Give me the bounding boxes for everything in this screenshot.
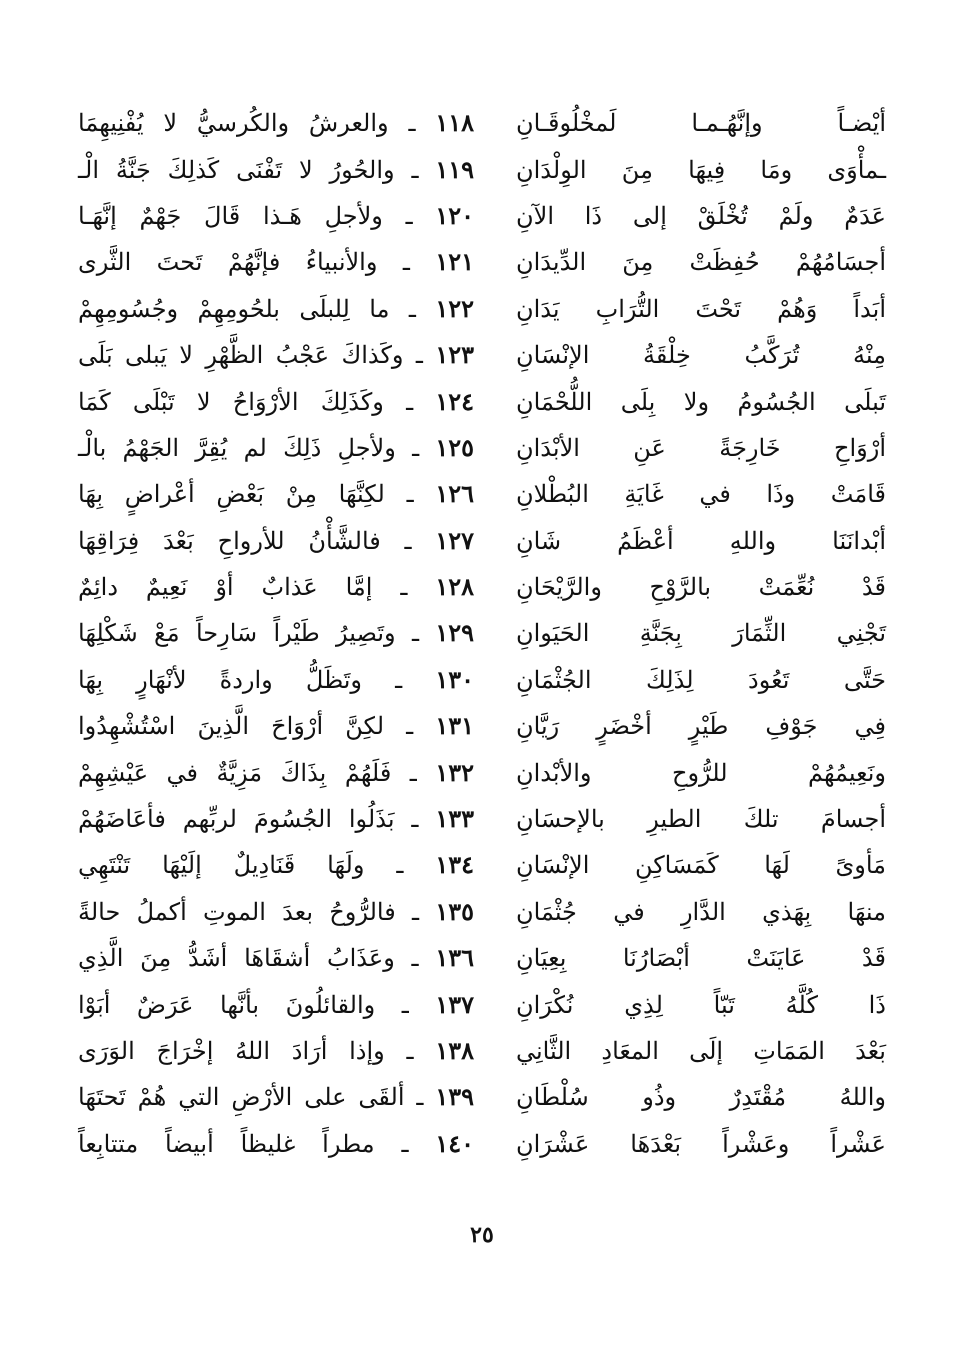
verse-second-hemistich: ونَعِيمُهُمْ للرُّوحِ والأبْدانِ <box>516 758 886 787</box>
verse-first-hemistich <box>78 108 474 138</box>
verse-number-separator: ـ <box>377 248 436 277</box>
verse-first-hemistich <box>78 386 474 416</box>
verse-first-hemistich <box>78 525 474 555</box>
verse-first-hemistich <box>78 200 474 230</box>
verse-number-separator: ـ <box>395 619 436 648</box>
verse-number: ١٢٥ <box>435 432 474 462</box>
verse-row <box>78 564 886 610</box>
verse-number-separator: ـ <box>391 758 436 787</box>
verse-first-text: فالرُّوحُ بعدَ الموتِ أكملُ حالةً <box>78 897 396 926</box>
verse-first-text: ولَهَا قَنَادِيلٌ إلَيْهَا تَنْتَهِي <box>78 851 365 880</box>
verse-first-hemistich <box>78 247 474 277</box>
verse-first-hemistich <box>78 850 475 880</box>
verse-row <box>78 1074 886 1120</box>
verse-first-hemistich <box>78 293 474 323</box>
verse-first-text: ولأجلِ هَـذا قَالَ جَهْمٌ إنَّهَـا <box>78 201 383 230</box>
verse-second-hemistich: قَدْ عَايَنَتْ أبْصَارُنَا بِعِيَانِ <box>516 944 886 973</box>
verse-first-text: وتَظَلُّ واردةً لأنْهَارٍ بِهَا <box>78 665 363 694</box>
verse-row <box>78 749 886 795</box>
verse-number: ١٣٦ <box>435 943 474 973</box>
verse-first-text: إمَّا عَذابٌ أوْ نَعِيمٌ دائِمٌ <box>78 573 373 602</box>
verse-number: ١٢٢ <box>435 293 474 323</box>
verse-row <box>78 981 886 1027</box>
verse-row <box>78 193 886 239</box>
verse-row <box>78 1121 886 1167</box>
verse-row <box>78 239 886 285</box>
verse-second-hemistich: مِنْهُ تُرَكَّبُ خِلْقَةُ الإنْسَانِ <box>516 341 886 370</box>
verse-number: ١١٩ <box>435 154 475 184</box>
verse-number-separator: ـ <box>389 294 436 323</box>
verse-first-text: مطراً غليظاً أبيضاً متتابِعاً <box>78 1129 375 1158</box>
verse-second-hemistich: قَدْ نُعِّمَتْ بالرَّوْحِ والرَّيْحَانِ <box>516 573 886 602</box>
verse-row <box>78 1028 886 1074</box>
verse-first-hemistich <box>78 896 474 926</box>
verse-number: ١٣٢ <box>435 757 474 787</box>
verse-number: ١٤٠ <box>435 1128 474 1158</box>
verse-first-hemistich <box>78 711 474 741</box>
verse-number-separator: ـ <box>395 433 436 462</box>
verse-row <box>78 657 886 703</box>
verse-second-hemistich: قَامَتْ وذَا في غَايَةِ البُطْلانِ <box>516 480 886 509</box>
verse-number-separator: ـ <box>372 573 436 602</box>
verse-row <box>78 286 886 332</box>
verse-number: ١٣٣ <box>435 804 474 834</box>
verse-number: ١٢٠ <box>435 200 474 230</box>
verse-number: ١٣٤ <box>435 850 475 880</box>
verse-second-hemistich: ذَا كُلَّهُ تَبّاً لِذِي نُكْرَانِ <box>516 990 886 1019</box>
verse-row <box>78 378 886 424</box>
verse-number-separator: ـ <box>375 990 436 1019</box>
verse-number-separator: ـ <box>395 897 436 926</box>
verse-first-text: والحُورُ لا تَفْنَى كَذلِكَ جَنَّةُ الْـ <box>78 155 395 184</box>
verse-number: ١٢١ <box>435 247 474 277</box>
verse-second-hemistich: أرْوَاحِ خَارِجَةً عَنِ الأبْدَانِ <box>516 433 886 462</box>
verse-first-hemistich <box>78 989 474 1019</box>
verse-second-hemistich: مَأوىً لَهَا كَمَسَاكِنِ الإنْسَانِ <box>516 851 886 880</box>
verse-row <box>78 471 886 517</box>
verse-first-text: لكِنَّ أرْوَاحَ الَّذِينَ اسْتُشْهِدُوا <box>78 712 385 741</box>
verse-first-text: وعَذَابُ أشقَاهَا أشَدُّ مِنَ الَّذِي <box>78 944 395 973</box>
verse-second-hemistich: أجسامَ تلكَ الطيرِ بالإحسَانِ <box>516 805 886 834</box>
verse-number-separator: ـ <box>384 1037 436 1065</box>
verse-second-hemistich: أبْدانَنَا واللهِ أعْظَمُ شَانِ <box>516 526 886 555</box>
verse-number: ١٢٦ <box>435 479 474 509</box>
verse-number: ١٢٤ <box>435 386 474 416</box>
verse-number: ١٣٠ <box>435 664 474 694</box>
verse-first-text: وتَصِيرُ طَيْراً سَارِحاً مَعْ شَكْلِهَا <box>78 619 396 648</box>
verse-second-hemistich: تَبلَى الجُسُومُ ولا بِلَى اللُّحْمَانِ <box>516 387 886 416</box>
verse-first-text: وكَذاكَ عَجْبُ الظَّهْرِ لا يَبلى بَلَى <box>78 341 404 370</box>
verse-first-hemistich <box>78 1128 474 1158</box>
verse-first-hemistich <box>78 432 474 462</box>
verse-row <box>78 146 886 192</box>
verse-number: ١٢٣ <box>435 340 475 370</box>
verse-first-hemistich <box>78 943 474 973</box>
verse-number: ١٢٨ <box>435 572 474 602</box>
verse-row <box>78 518 886 564</box>
verse-number-separator: ـ <box>404 1083 436 1112</box>
poem-verses <box>78 100 886 1167</box>
verse-first-hemistich <box>78 618 474 648</box>
verse-first-text: فالشَّأْنُ للأرواحِ بَعْدَ فِرَاقِهَا <box>78 526 381 555</box>
verse-first-text: ألقَى على الأرْضِ التي هُمْ تَحتَهَا <box>78 1083 405 1112</box>
verse-number-separator: ـ <box>384 480 436 509</box>
verse-second-hemistich: بَعْدَ المَمَاتِ إلَى المعَادِ الثَّانِي <box>516 1037 886 1065</box>
verse-number-separator: ـ <box>380 526 436 555</box>
verse-first-hemistich <box>78 154 475 184</box>
verse-first-text: بَذَلُوا الجُسُومَ لربِّهم فأعَاضَهُمْ <box>78 805 395 834</box>
verse-number: ١٣٨ <box>435 1036 474 1065</box>
verse-row <box>78 100 886 146</box>
verse-second-hemistich: حَتَّى تَعُودَ لِذَلِكَ الجُثْمَانِ <box>516 665 886 694</box>
verse-second-hemistich: فِي جَوْفِ طَيْرٍ أخْضَرٍ رَيَّانِ <box>516 712 886 741</box>
verse-first-hemistich <box>78 804 474 834</box>
verse-first-hemistich <box>78 757 474 787</box>
verse-first-text: ما لِلبلَى بلحُومِهِمْ وجُسُومِهِمْ <box>78 294 390 323</box>
verse-first-text: فَلَهُمْ بِذَاكَ مَزِيَّةٌ في عَيْشِهِمْ <box>78 758 392 787</box>
verse-number-separator: ـ <box>364 851 436 880</box>
verse-first-text: ولأجلِ ذَلِكَ لم يُقِرَّ الجَهْمُ بالْـ <box>78 433 396 462</box>
verse-number: ١٣٧ <box>435 989 474 1019</box>
verse-row <box>78 796 886 842</box>
verse-number: ١٢٩ <box>435 618 474 648</box>
verse-row <box>78 935 886 981</box>
verse-first-hemistich <box>78 1036 474 1065</box>
verse-row <box>78 889 886 935</box>
verse-number-separator: ـ <box>383 387 436 416</box>
verse-number: ١٢٧ <box>435 525 474 555</box>
verse-first-text: وإذا أرَادَ اللهُ إخْرَاجَ الوَرَى <box>78 1037 385 1065</box>
verse-first-text: والأنبياءُ فإنَّهُمْ تَحتَ الثَّرى <box>78 248 378 277</box>
verse-second-hemistich: منهَا بِهَذي الدَّارِ في جُثْمَانِ <box>516 897 886 926</box>
verse-row <box>78 332 886 378</box>
verse-number: ١٣١ <box>435 711 474 741</box>
verse-number: ١٣٩ <box>435 1082 474 1112</box>
verse-second-hemistich: تَجْنِي الثِّمَارَ بِجَنَّةِ الحَيَوانِ <box>516 619 886 648</box>
verse-row <box>78 703 886 749</box>
verse-first-text: والعرشُ والكُرسيُّ لا يُفْنِيهِمَا <box>78 109 389 138</box>
verse-second-hemistich: أجسَامُهُمْ حُفِظَتْ مِنَ الدِّيدَانِ <box>516 248 886 277</box>
verse-number-separator: ـ <box>384 712 436 741</box>
verse-row <box>78 842 886 888</box>
verse-second-hemistich: واللهُ مُقْتَدِرٌ وذُو سُلْطَانِ <box>516 1083 886 1112</box>
verse-number: ١٣٥ <box>435 896 474 926</box>
verse-number-separator: ـ <box>394 944 436 973</box>
verse-first-text: والقائلُونَ بأنَّها عَرَضٌ أبَوْا <box>78 990 376 1019</box>
verse-row <box>78 425 886 471</box>
verse-number-separator: ـ <box>382 201 436 230</box>
verse-row <box>78 610 886 656</box>
verse-second-hemistich: أبَداً وَهُمْ تَحْتَ التُّرَابِ يَدَانِ <box>516 294 886 323</box>
verse-number-separator: ـ <box>374 1129 436 1158</box>
verse-first-text: وكَذَلِكَ الأرْوَاحُ لا تَبْلَى كَمَا <box>78 387 384 416</box>
verse-number-separator: ـ <box>394 805 436 834</box>
verse-number-separator: ـ <box>362 665 436 694</box>
verse-second-hemistich: أيْضـاً وإنَّهُـمـا لَمخْلُوقَـانِ <box>516 109 886 138</box>
verse-first-hemistich <box>78 1082 474 1112</box>
verse-number-separator: ـ <box>403 341 436 370</box>
verse-number-separator: ـ <box>394 155 436 184</box>
verse-number: ١١٨ <box>435 108 474 138</box>
verse-number-separator: ـ <box>388 109 436 138</box>
verse-first-hemistich <box>78 572 474 602</box>
verse-second-hemistich: عَشْراً وعَشْراً بَعْدَهَا عَشْرَانِ <box>516 1129 886 1158</box>
verse-first-hemistich <box>78 340 475 370</box>
page-number: ٢٥ <box>470 1222 494 1248</box>
verse-first-hemistich <box>78 664 474 694</box>
verse-first-hemistich <box>78 479 474 509</box>
verse-first-text: لكِنَّهَا مِنْ بَعْضِ أعْراضٍ بِهَا <box>78 480 385 509</box>
verse-second-hemistich: ـمأْوَى ومَا فِيهَا مِنَ الوِلْدَانِ <box>516 155 886 184</box>
verse-second-hemistich: عَدَمٌ ولَمْ تُخْلَقْ إلى ذَا الآنِ <box>516 201 886 230</box>
